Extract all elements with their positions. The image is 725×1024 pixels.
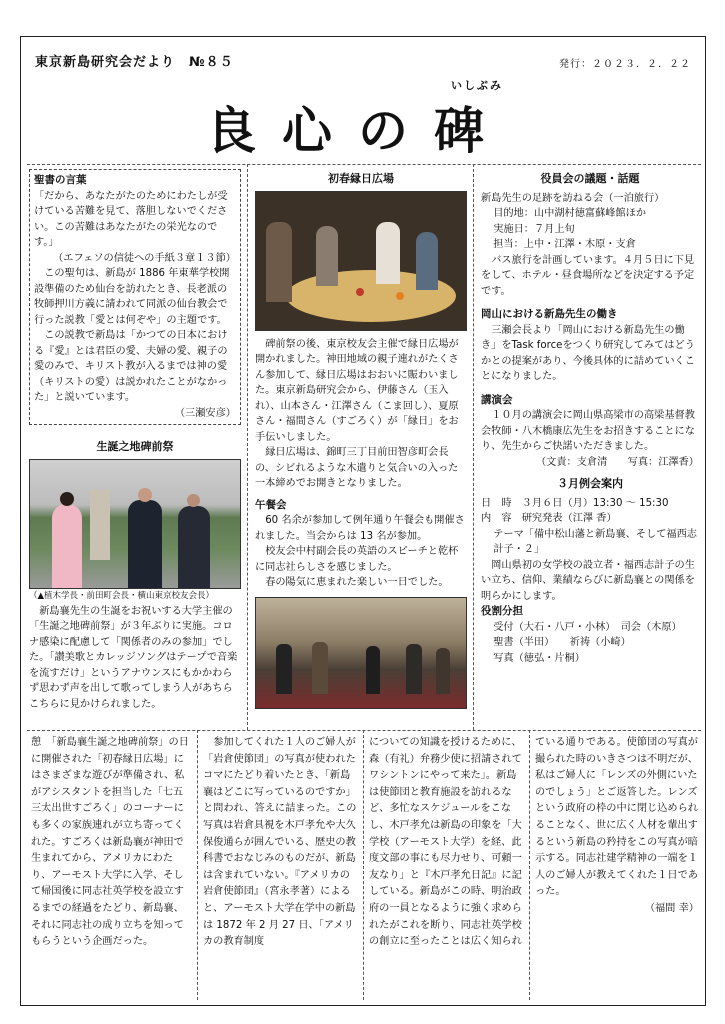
essay-column-1 (31, 735, 191, 1001)
divider (27, 730, 701, 731)
essay-text: 参加してくれた１人のご婦人が「岩倉使節団」の写真が使われたコマにたどり着いたとき、「新島襄はどこに写っているのですか」と問われ、答えに詰まった。この写真は岩倉具視を木戸孝允や大久保俊通らが囲んでいる、歴史の教科書でおなじみのものだが、新島は含まれていない。『アメリカの岩倉使節団』（宮永孝著）によると、アーモスト大学在学中の新島は 1872 年 2 月 27 日、「アメリカの教育制度 (203, 737, 357, 948)
article-text: 新島襄先生の生誕をお祝いする大学主催の「生誕之地碑前祭」が３年ぶりに実施。コロナ感染に配慮して「関係者のみの参加」でした。「讃美歌とカレッジソングはテープで音楽を流すだけ」というアナウンスにもかかわらず思わず声を出して歌ってしまう人があちらこちらに見かけられました。 (29, 605, 238, 710)
article-text: 目的地：山中湖村徳富蘇峰館ほか (493, 208, 647, 219)
roles-heading: 役割分担 (481, 605, 523, 617)
section-heading: 役員会の議題・話題 (540, 172, 640, 185)
role-line: 写真（徳弘・片桐） (493, 652, 585, 664)
divider (27, 164, 701, 165)
meeting-date: 日 時 ３月６日（月）13:30 ～ 15:30 (481, 497, 669, 509)
article-text: 岡山県初の女学校の設立者・福西志計子の生い立ち、信仰、業績ならびに新島襄との関係を明らかにします。 (481, 559, 695, 602)
article-text: 春の陽気に恵まれた楽しい一日でした。 (265, 577, 449, 588)
scripture-text: この聖句は、新島が 1886 年東華学校開設準備のため仙台を訪れたとき、長老派の牧師押川方義に請われて同派の仙台教会で行った説教「愛とは何ぞや」の主題です。 (34, 268, 230, 326)
column-1 (29, 169, 241, 729)
newsletter-page (20, 36, 706, 1006)
title-ruby: いしぶみ (451, 79, 503, 92)
credit: （文責：支倉清 写真：江澤香） (536, 456, 699, 468)
meeting-content: 内 容 研究発表（江澤 香） (481, 513, 617, 524)
fair-photo (255, 191, 467, 331)
article-text: 担当：上中・江澤・木原・支倉 (493, 239, 636, 250)
divider (247, 164, 248, 730)
article-text: 縁日広場は、錦町三丁目前田智彦町会長の、シビれるような木遣りと気合いの入った一本締めでお開きとなりました。 (255, 447, 459, 489)
column-2 (255, 169, 467, 729)
article-text: 碑前祭の後、東京校友会主催で縁日広場が開かれました。神田地域の親子連れがたくさん参加して、縁日広場はおおいに賑わいました。東京新島研究会から、伊藤さん（玉入れ）、山本さん・江澤さん（こま回し）、夏原さん・福間さん（すごろく）が「縁日」をお手伝いしました。 (255, 338, 459, 443)
section-heading: 岡山における新島先生の働き (481, 308, 618, 320)
article-text: 60 名余が参加して例年通り午餐会も開催されました。当会からは 13 名が参加。 (255, 515, 465, 542)
section-heading: 生誕之地碑前祭 (96, 440, 174, 453)
divider (197, 730, 198, 1000)
meeting-theme: テーマ「備中松山藩と新島襄、そして福西志計子・２」 (493, 528, 697, 555)
essay-column-2 (203, 735, 357, 1001)
role-line: 聖書（半田） 祈祷（小崎） (493, 637, 631, 648)
essay-text: についての知識を授けるために、森（有礼）弁務少使に招請されてワシントンにやって来た」。新島は使節団と教育施設を訪れるなど、多忙なスケジュールをこなし、木戸孝允は新島の印象を「大学校（アーモスト大学）を経、此度文部の事にも尽力せり、可頼一友なり」と『木戸孝允日記』に記している。新島がこの時、明治政府の一員となるように強く求められたがこれを断り、同志社英学校の創立に至ったことは広く知られ (369, 737, 522, 948)
page-title: 良心の碑 (206, 101, 510, 160)
essay-column-4 (535, 735, 699, 1001)
article-text: バス旅行を計画しています。４月５日に下見をして、ホテル・昼食場所などを決定する予定です。 (481, 254, 695, 297)
article-text: 校友会中村副会長の英語のスピーチと乾杯に同志社らしさを感じました。 (255, 546, 459, 573)
scripture-source: （エフェソの信徒への手紙３章１３節） (53, 252, 236, 264)
section-heading: 午餐会 (255, 498, 287, 511)
issue-date: 発行：２０２３．２．２２ (559, 59, 691, 70)
essay-text: ている通りである。使節団の写真が撮られた時のいきさつは不明だが、私はご婦人に「レンズの外側にいたのでしょう」とご返答した。レンズという政府の枠の中に閉じ込められることなく、世に広く人材を輩出するという新島の矜持をこの写真が暗示する。同志社建学精神の一端を１人のご婦人が教えてくれた１日であった。 (535, 737, 698, 898)
column-3 (481, 169, 699, 729)
divider (529, 730, 530, 1000)
luncheon-photo (255, 597, 467, 709)
divider (363, 730, 364, 1000)
essay-column-3 (369, 735, 523, 1001)
section-heading: 初春縁日広場 (328, 172, 394, 185)
article-text: 実施日：７月上旬 (493, 223, 575, 235)
photo-caption: （▲植木学長・前田町会長・横山東京校友会長） (29, 590, 215, 601)
article-text: 新島先生の足跡を訪ねる会（一泊旅行） (481, 192, 665, 204)
divider (473, 164, 474, 730)
author: （福間 幸） (644, 902, 699, 914)
scripture-heading: 聖書の言葉 (34, 174, 87, 186)
scripture-box (29, 169, 241, 425)
scripture-quote: 「だから、あなたがたのためにわたしが受けている苦難を見て、落胆しないでください。この苦難はあなたがたの栄光なのです。」 (34, 190, 228, 248)
scripture-text: この説教で新島は「かつての日本における『愛』とは君臣の愛、夫婦の愛、親子の愛のみで、キリスト教が入るまでは神の愛（キリストの愛）は説かれたことがなかった」と説いています。 (34, 330, 228, 403)
section-heading: 講演会 (481, 393, 513, 406)
ceremony-photo (29, 459, 241, 589)
article-text: １０月の講演会に岡山県高梁市の高梁基督教会牧師・八木橋康広先生をお招きすることになり、先生からご快諾いただきました。 (481, 410, 695, 452)
essay-text: 憩 「新島襄生誕之地碑前祭」の日に開催された「初春縁日広場」にはさまざまな遊びが準備され、私がアシスタントを担当した「七五三太出世すごろく」のコーナーにも多くの家族連れが立ち寄ってくれた。すごろくは新島襄が神田で生まれてから、アメリカにわたり、アーモスト大学に入学、そして帰国後に同志社英学校を設立するまでの経過をたどり、新島襄、それに同志社の成り立ちを知ってもらうという企画だった。 (31, 737, 189, 948)
role-line: 受付（大石・八戸・小林） 司会（木原） (493, 621, 682, 633)
author: （三瀬安彦） (174, 407, 236, 419)
article-text: 三瀬会長より「岡山における新島先生の働き」をTask forceをつくり研究してみてはどうかとの提案があり、今後具体的に詰めていくことになりました。 (481, 324, 695, 382)
section-heading: ３月例会案内 (557, 477, 623, 490)
newsletter-name: 東京新島研究会だより №８５ (35, 55, 234, 70)
